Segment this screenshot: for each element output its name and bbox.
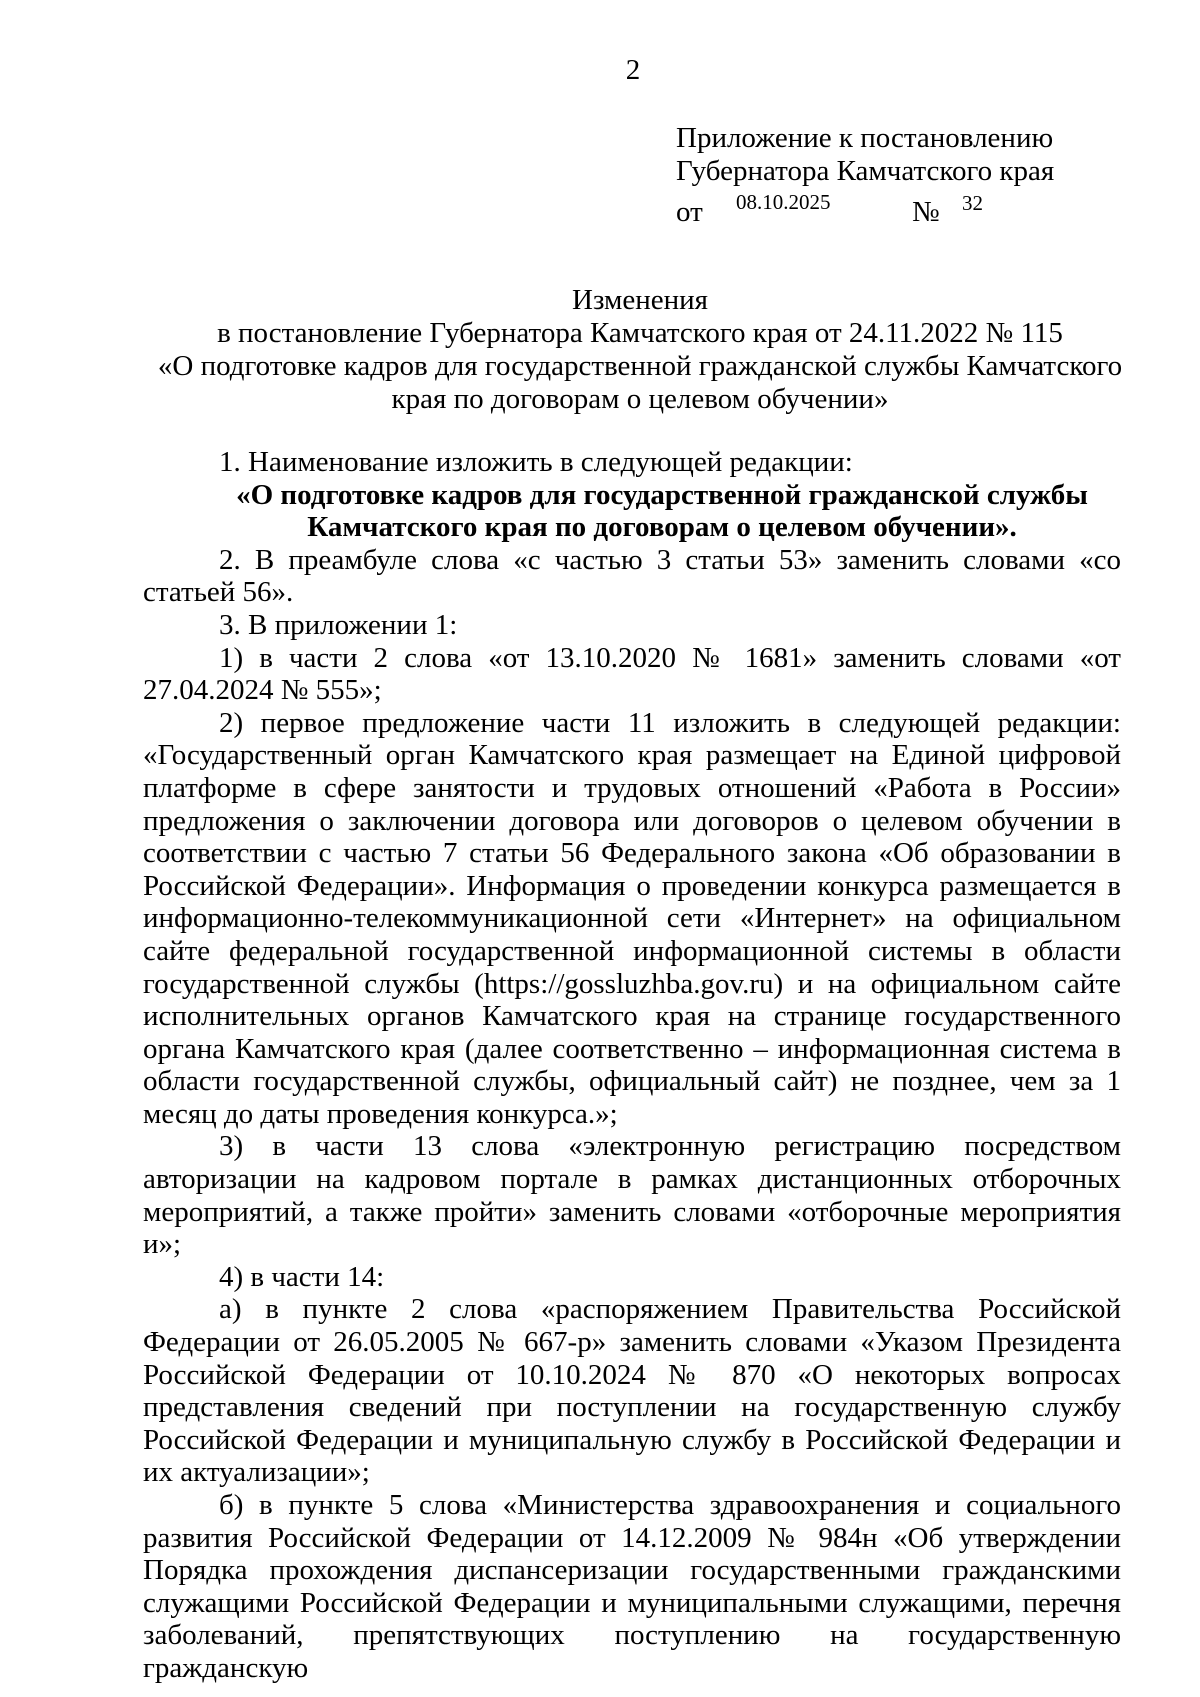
paragraph-2: 2. В преамбуле слова «с частью 3 статьи 53» заменить словами «со статьей 56».: [143, 543, 1121, 609]
paragraph-3-3: 3) в части 13 слова «электронную регистрацию посредством авторизации на кадровом портале в рамках дистанционных отборочных мероприятий, а также пройти» заменить словами «отборочные мероприятия и»;: [143, 1130, 1121, 1261]
appendix-line-2: Губернатора Камчатского края: [676, 155, 1055, 187]
title-heading: Изменения: [572, 284, 708, 316]
paragraph-3-1: 1) в части 2 слова «от 13.10.2020 № 1681» заменить словами «от 27.04.2024 № 555»;: [143, 641, 1121, 707]
title-line-1: в постановление Губернатора Камчатского края от 24.11.2022 № 115: [217, 317, 1063, 349]
ot-label: от: [676, 196, 703, 228]
title-line-3: края по договорам о целевом обучении»: [391, 383, 889, 415]
decree-number: 32: [962, 191, 983, 215]
paragraph-3: 3. В приложении 1:: [219, 608, 458, 641]
appendix-line-1: Приложение к постановлению: [676, 122, 1054, 154]
paragraph-3-2: 2) первое предложение части 11 изложить в следующей редакции: «Государственный орган Камчатского края размещает на Единой цифровой платформе в сфере занятости и трудовых отношений «Работа в России» предложения о заключении договора или договоров о целевом обучении в соответствии с частью 7 статьи 56 Федерального закона «Об образовании в Российской Федерации». Информация о проведении конкурса размещается в информационно-телекоммуникационной сети «Интернет» на официальном сайте федеральной государственной информационной системы в области государственной службы (https://gossluzhba.gov.ru) и на официальном сайте исполнительных органов Камчатского края на странице государственного органа Камчатского края (далее соответственно – информационная система в области государственной службы, официальный сайт) не позднее, чем за 1 месяц до даты проведения конкурса.»;: [143, 706, 1121, 1130]
decree-date: 08.10.2025: [736, 190, 831, 214]
document-body: [143, 446, 1121, 1685]
new-name-quote: «О подготовке кадров для государственной гражданской службы Камчатского края по договорам о целевом обучении».: [236, 478, 1088, 544]
appendix-date-number-line: [676, 188, 1054, 228]
paragraph-3-4-a: а) в пункте 2 слова «распоряжением Правительства Российской Федерации от 26.05.2005 № 667-р» заменить словами «Указом Президента Российской Федерации от 10.10.2024 № 870 «О некоторых вопросах представления сведений при поступлении на государственную службу Российской Федерации и муниципальную службу в Российской Федерации и их актуализации»;: [143, 1293, 1121, 1489]
document-title: [140, 284, 1140, 416]
paragraph-3-4-b: б) в пункте 5 слова «Министерства здравоохранения и социального развития Российской Федерации от 14.12.2009 № 984н «Об утверждении Порядка прохождения диспансеризации государственными гражданскими служащими Российской Федерации и муниципальными служащими, перечня заболеваний, препятствующих поступлению на государственную гражданскую: [143, 1489, 1121, 1684]
paragraph-3-4: 4) в части 14:: [219, 1260, 385, 1293]
appendix-header: [676, 122, 1054, 228]
title-line-2: «О подготовке кадров для государственной гражданской службы Камчатского: [157, 350, 1123, 382]
number-sign: №: [912, 196, 940, 228]
paragraph-1: 1. Наименование изложить в следующей редакции:: [219, 446, 853, 478]
page-number: 2: [625, 54, 641, 86]
